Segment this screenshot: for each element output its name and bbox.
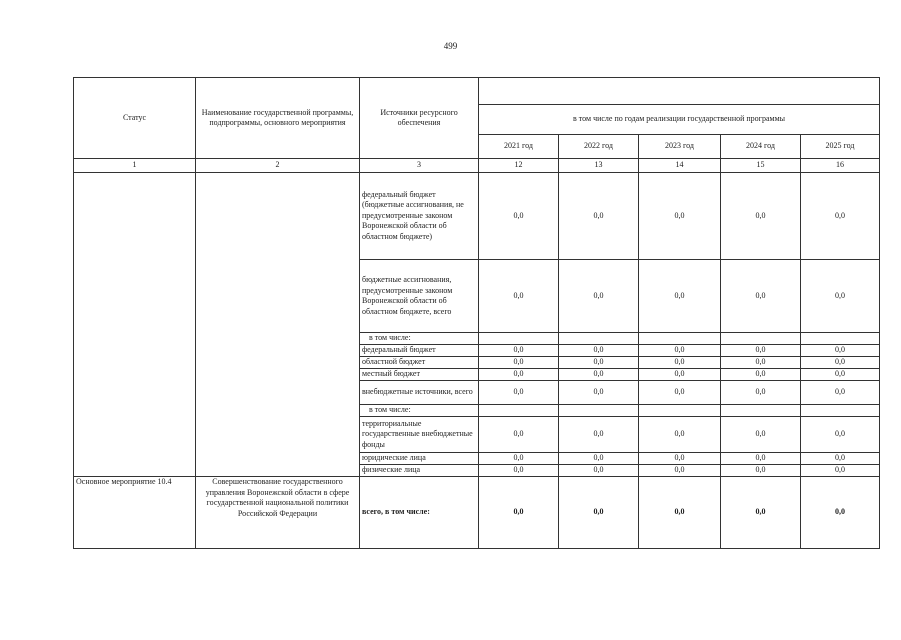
source-label: в том числе:: [360, 405, 479, 417]
event-name: Совершенствование государственного управления Воронежской области в сфере государственной национальной политики Российской Федерации: [196, 477, 360, 549]
value-cell: 0,0: [639, 369, 721, 381]
value-cell: 0,0: [479, 260, 559, 333]
budget-table: [73, 77, 880, 549]
source-label: физические лица: [360, 465, 479, 477]
value-cell: 0,0: [559, 345, 639, 357]
table-row: [74, 173, 880, 260]
source-label: федеральный бюджет (бюджетные ассигнования, не предусмотренные законом Воронежской области об областном бюджете): [360, 173, 479, 260]
value-cell: 0,0: [559, 369, 639, 381]
value-cell: 0,0: [801, 369, 880, 381]
value-cell: 0,0: [559, 477, 639, 549]
col-number: 1: [74, 159, 196, 173]
header-year: 2025 год: [801, 135, 880, 159]
source-label: внебюджетные источники, всего: [360, 381, 479, 405]
value-cell: 0,0: [479, 369, 559, 381]
value-cell: 0,0: [721, 357, 801, 369]
value-cell: 0,0: [721, 369, 801, 381]
value-cell: 0,0: [639, 357, 721, 369]
source-label: местный бюджет: [360, 369, 479, 381]
value-cell: 0,0: [559, 417, 639, 453]
col-number: 13: [559, 159, 639, 173]
value-cell: 0,0: [559, 260, 639, 333]
value-cell: [559, 333, 639, 345]
value-cell: 0,0: [559, 465, 639, 477]
col-number: 15: [721, 159, 801, 173]
value-cell: 0,0: [639, 453, 721, 465]
value-cell: 0,0: [801, 357, 880, 369]
value-cell: 0,0: [801, 477, 880, 549]
header-status: Статус: [74, 78, 196, 159]
value-cell: 0,0: [721, 453, 801, 465]
value-cell: 0,0: [559, 173, 639, 260]
value-cell: 0,0: [559, 357, 639, 369]
source-label: федеральный бюджет: [360, 345, 479, 357]
value-cell: 0,0: [479, 173, 559, 260]
value-cell: 0,0: [559, 381, 639, 405]
value-cell: 0,0: [639, 173, 721, 260]
value-cell: 0,0: [721, 477, 801, 549]
value-cell: [479, 405, 559, 417]
value-cell: [639, 405, 721, 417]
value-cell: [639, 333, 721, 345]
col-number: 12: [479, 159, 559, 173]
source-label: областной бюджет: [360, 357, 479, 369]
value-cell: [479, 333, 559, 345]
header-year: 2021 год: [479, 135, 559, 159]
value-cell: 0,0: [721, 260, 801, 333]
value-cell: 0,0: [639, 465, 721, 477]
header-by-years: в том числе по годам реализации государственной программы: [479, 105, 880, 135]
header-year: 2023 год: [639, 135, 721, 159]
source-label: юридические лица: [360, 453, 479, 465]
value-cell: 0,0: [639, 417, 721, 453]
value-cell: 0,0: [801, 345, 880, 357]
value-cell: 0,0: [479, 477, 559, 549]
value-cell: [559, 405, 639, 417]
col-number: 2: [196, 159, 360, 173]
value-cell: 0,0: [559, 453, 639, 465]
source-label: в том числе:: [360, 333, 479, 345]
header-year: 2022 год: [559, 135, 639, 159]
col-number: 14: [639, 159, 721, 173]
source-label: территориальные государственные внебюджетные фонды: [360, 417, 479, 453]
event-status: Основное мероприятие 10.4: [74, 477, 196, 549]
value-cell: 0,0: [639, 477, 721, 549]
col-number: 3: [360, 159, 479, 173]
col-number: 16: [801, 159, 880, 173]
page-number: 499: [443, 41, 458, 51]
status-cell-empty: [74, 173, 196, 477]
value-cell: 0,0: [721, 345, 801, 357]
event-row: [74, 477, 880, 549]
value-cell: 0,0: [721, 417, 801, 453]
name-cell-empty: [196, 173, 360, 477]
value-cell: [721, 405, 801, 417]
event-source: всего, в том числе:: [360, 477, 479, 549]
value-cell: 0,0: [721, 465, 801, 477]
value-cell: 0,0: [721, 381, 801, 405]
value-cell: [801, 333, 880, 345]
value-cell: [801, 405, 880, 417]
value-cell: 0,0: [639, 381, 721, 405]
source-label: бюджетные ассигнования, предусмотренные законом Воронежской области об областном бюджете, всего: [360, 260, 479, 333]
header-year: 2024 год: [721, 135, 801, 159]
value-cell: 0,0: [479, 357, 559, 369]
value-cell: 0,0: [801, 417, 880, 453]
value-cell: 0,0: [801, 465, 880, 477]
header-sources: Источники ресурсного обеспечения: [360, 78, 479, 159]
value-cell: 0,0: [801, 453, 880, 465]
header-name: Наименование государственной программы, подпрограммы, основного мероприятия: [196, 78, 360, 159]
value-cell: 0,0: [479, 465, 559, 477]
value-cell: 0,0: [801, 381, 880, 405]
value-cell: [721, 333, 801, 345]
value-cell: 0,0: [479, 345, 559, 357]
value-cell: 0,0: [639, 260, 721, 333]
value-cell: 0,0: [479, 453, 559, 465]
value-cell: 0,0: [801, 260, 880, 333]
value-cell: 0,0: [639, 345, 721, 357]
value-cell: 0,0: [479, 417, 559, 453]
header-blank: [479, 78, 880, 105]
value-cell: 0,0: [479, 381, 559, 405]
value-cell: 0,0: [801, 173, 880, 260]
value-cell: 0,0: [721, 173, 801, 260]
